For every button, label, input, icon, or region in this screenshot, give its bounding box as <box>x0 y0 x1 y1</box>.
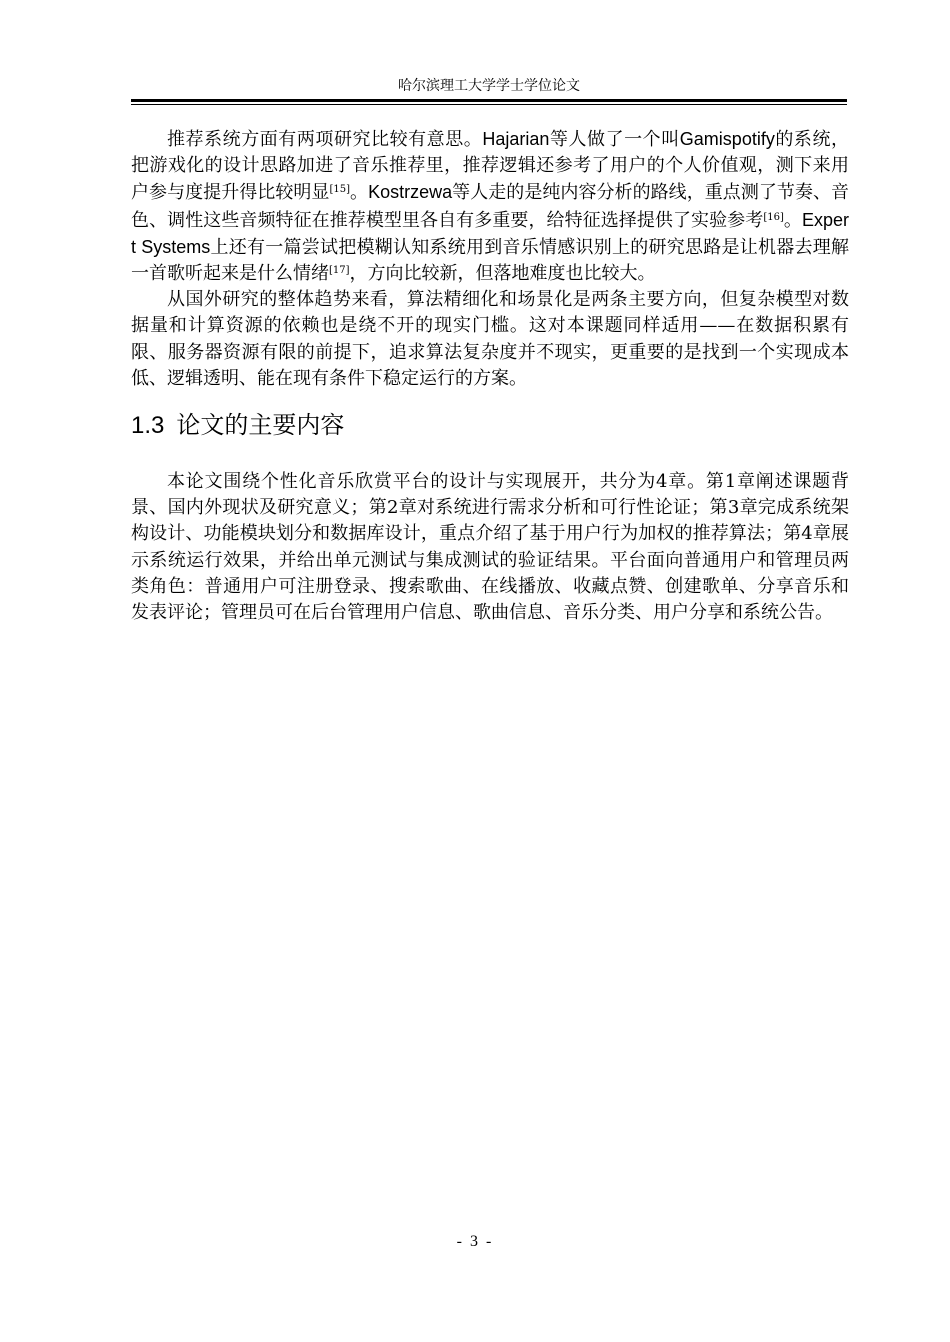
section-title: 论文的主要内容 <box>176 411 345 440</box>
header-rule-thick <box>131 99 847 102</box>
section-number: 1.3 <box>131 412 165 440</box>
section-heading <box>131 410 849 441</box>
text-run: 等人走的是纯内容分析的路线，重点测了节奏、音色、调性这些音频特征在推荐模型里各自有多重要，给特征选择提供了实验参考 <box>131 182 850 231</box>
journal-name: Expert Systems <box>131 209 850 257</box>
page-number: - 3 - <box>456 1233 494 1250</box>
text-run: 上还有一篇尝试把模糊认知系统用到音乐情感识别上的研究思路是让机器去理解一首歌听起来是什么情绪 <box>131 236 849 285</box>
text-run: 的系统，把游戏化的设计思路加进了音乐推荐里，推荐逻辑还参考了用户的个人价值观，测下来用户参与度提升得比较明显 <box>131 129 850 204</box>
paragraph-thesis-outline: 本论文围绕个性化音乐欣赏平台的设计与实现展开，共分为4章。第1章阐述课题背景、国内外现状及研究意义；第2章对系统进行需求分析和可行性论证；第3章完成系统架构设计、功能模块划分和数据库设计，重点介绍了基于用户行为加权的推荐算法；第4章展示系统运行效果，并给出单元测试与集成测试的验证结果。平台面向普通用户和管理员两类角色：普通用户可注册登录、搜索歌曲、在线播放、收藏点赞、创建歌单、分享音乐和发表评论；管理员可在后台管理用户信息、歌曲信息、音乐分类、用户分享和系统公告。 <box>131 471 849 624</box>
running-header: 哈尔滨理工大学学士学位论文 <box>398 78 580 94</box>
paragraph-recommendation-studies <box>131 126 849 287</box>
citation-ref: [15] <box>329 184 350 196</box>
header-rule-thin <box>131 104 847 105</box>
citation-ref: [16] <box>763 211 784 223</box>
author-name: Hajarian <box>482 129 550 149</box>
text-run: 。 <box>349 182 369 204</box>
text-run: 等人做了一个叫 <box>549 129 680 150</box>
text-run: ，方向比较新，但落地难度也比较大。 <box>349 263 656 285</box>
citation-ref: [17] <box>329 265 350 277</box>
author-name: Kostrzewa <box>368 182 453 203</box>
page-body <box>131 126 849 626</box>
text-run: 推荐系统方面有两项研究比较有意思。 <box>167 129 483 150</box>
system-name: Gamispotify <box>679 129 775 149</box>
text-run: 。 <box>783 209 802 231</box>
paragraph-research-trend: 从国外研究的整体趋势来看，算法精细化和场景化是两条主要方向，但复杂模型对数据量和计算资源的依赖也是绕不开的现实门槛。这对本课题同样适用——在数据积累有限、服务器资源有限的前提下，追求算法复杂度并不现实，更重要的是找到一个实现成本低、逻辑透明、能在现有条件下稳定运行的方案。 <box>131 289 849 389</box>
